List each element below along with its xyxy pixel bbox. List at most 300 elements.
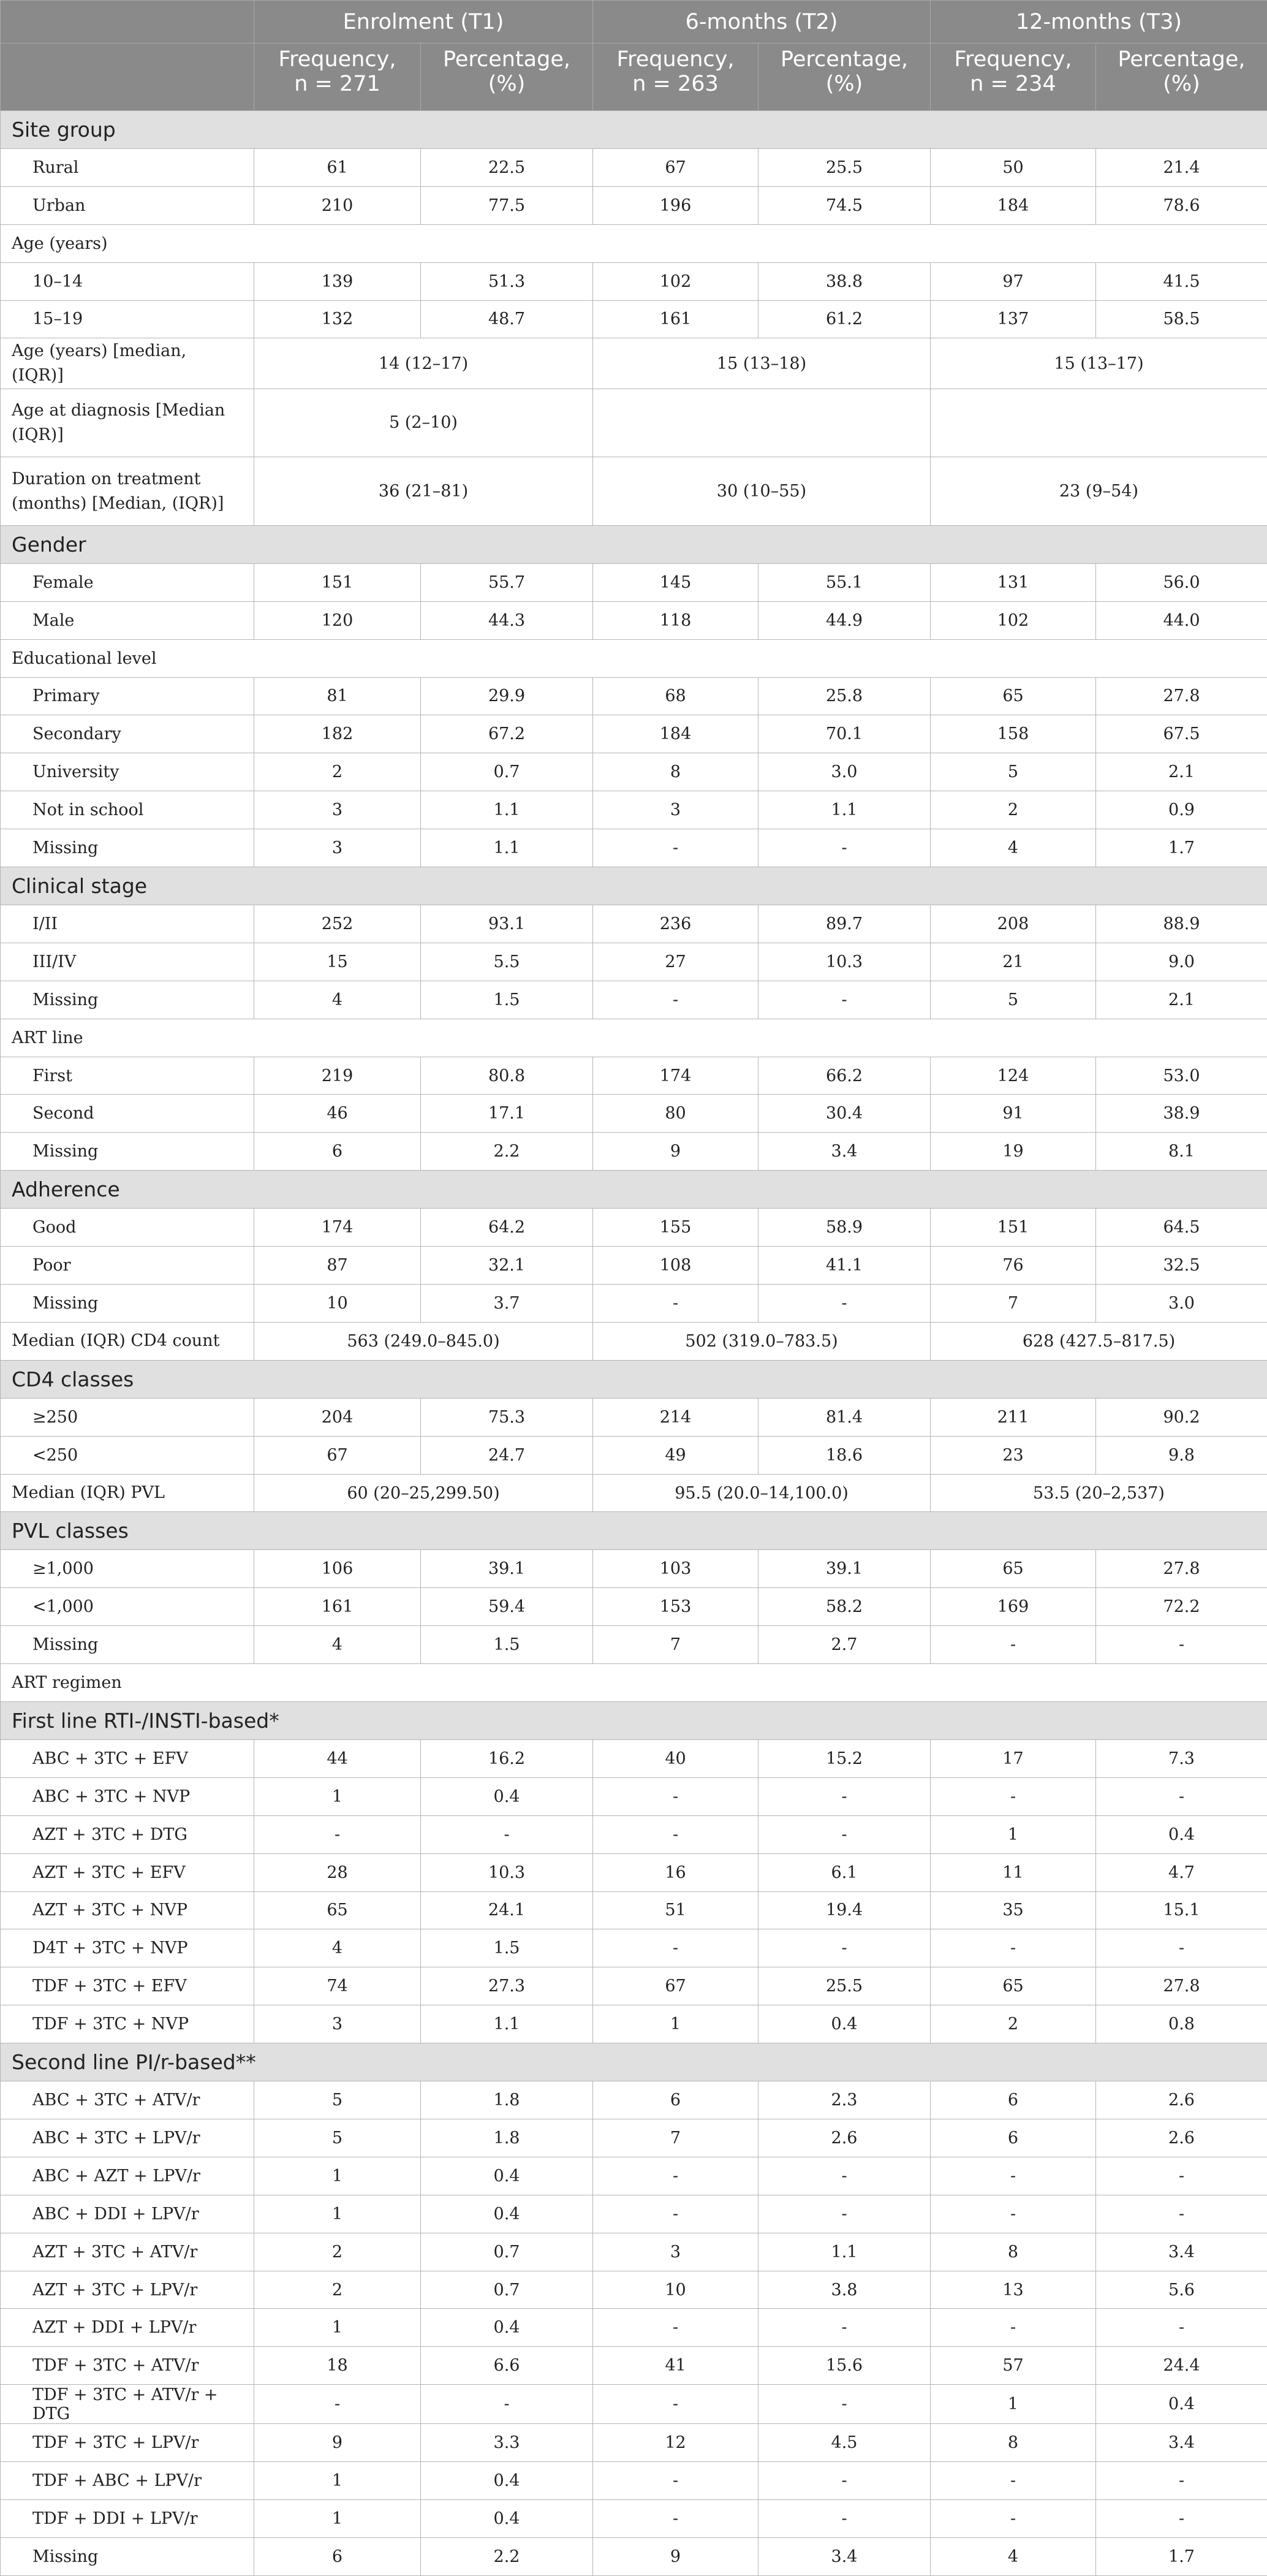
- row-label: ABC + 3TC + NVP: [1, 1777, 254, 1815]
- category-row: [1, 1664, 1267, 1702]
- row-label: 15–19: [1, 300, 254, 338]
- section-header-row: [1, 2043, 1267, 2081]
- percentage-cell: 44.3: [421, 601, 593, 639]
- frequency-cell: 5: [254, 2119, 421, 2157]
- percentage-cell: -: [421, 2385, 593, 2424]
- frequency-cell: -: [931, 2500, 1096, 2538]
- section-title: PVL classes: [1, 1512, 1267, 1550]
- percentage-cell: 10.3: [758, 943, 931, 981]
- percentage-cell: -: [758, 1929, 931, 1967]
- table-row: [1, 1853, 1267, 1891]
- section-header-row: [1, 111, 1267, 149]
- frequency-cell: 145: [593, 563, 758, 601]
- category-row: [1, 224, 1267, 262]
- category-label: ART regimen: [1, 1664, 1267, 1702]
- table-row: [1, 262, 1267, 300]
- header-blank: [1, 1, 254, 44]
- summary-label: Median (IQR) PVL: [1, 1474, 254, 1512]
- frequency-cell: 49: [593, 1436, 758, 1474]
- percentage-cell: -: [758, 2157, 931, 2195]
- table-row: [1, 1588, 1267, 1626]
- row-label: AZT + 3TC + DTG: [1, 1815, 254, 1853]
- percentage-cell: 64.5: [1096, 1209, 1267, 1247]
- row-label: Second: [1, 1095, 254, 1133]
- frequency-cell: 137: [931, 300, 1096, 338]
- percentage-cell: 7.3: [1096, 1739, 1267, 1777]
- frequency-cell: 184: [931, 186, 1096, 224]
- frequency-cell: 40: [593, 1739, 758, 1777]
- percentage-cell: -: [421, 1815, 593, 1853]
- frequency-cell: 174: [593, 1057, 758, 1095]
- percentage-cell: 48.7: [421, 300, 593, 338]
- table-row: [1, 601, 1267, 639]
- frequency-cell: 16: [593, 1853, 758, 1891]
- frequency-cell: 12: [593, 2424, 758, 2462]
- table-row: [1, 300, 1267, 338]
- frequency-cell: 61: [254, 148, 421, 186]
- percentage-cell: 81.4: [758, 1398, 931, 1436]
- percentage-cell: 25.5: [758, 148, 931, 186]
- frequency-cell: 5: [931, 981, 1096, 1019]
- percentage-cell: -: [758, 1285, 931, 1323]
- row-label: Missing: [1, 2537, 254, 2575]
- category-label: ART line: [1, 1019, 1267, 1057]
- frequency-cell: 1: [593, 2005, 758, 2043]
- percentage-cell: 9.0: [1096, 943, 1267, 981]
- frequency-cell: 210: [254, 186, 421, 224]
- frequency-cell: 7: [593, 2119, 758, 2157]
- percentage-cell: 78.6: [1096, 186, 1267, 224]
- frequency-cell: 18: [254, 2347, 421, 2385]
- table-row: [1, 715, 1267, 753]
- frequency-cell: 28: [254, 1853, 421, 1891]
- frequency-cell: -: [593, 2500, 758, 2538]
- frequency-cell: 102: [931, 601, 1096, 639]
- percentage-cell: 75.3: [421, 1398, 593, 1436]
- row-label: I/II: [1, 905, 254, 943]
- frequency-cell: 4: [931, 2537, 1096, 2575]
- header-frequency-word: Frequency,: [954, 47, 1072, 72]
- percentage-cell: 51.3: [421, 262, 593, 300]
- row-label: ABC + AZT + LPV/r: [1, 2157, 254, 2195]
- frequency-cell: 4: [254, 1626, 421, 1664]
- percentage-cell: 80.8: [421, 1057, 593, 1095]
- row-label: AZT + 3TC + NVP: [1, 1891, 254, 1929]
- table-row: [1, 1209, 1267, 1247]
- percentage-cell: 2.6: [1096, 2119, 1267, 2157]
- percentage-cell: 27.8: [1096, 1550, 1267, 1588]
- percentage-cell: 15.2: [758, 1739, 931, 1777]
- percentage-cell: -: [1096, 2500, 1267, 2538]
- row-label: D4T + 3TC + NVP: [1, 1929, 254, 1967]
- percentage-cell: 1.8: [421, 2119, 593, 2157]
- frequency-cell: 2: [254, 753, 421, 791]
- frequency-cell: 4: [254, 1929, 421, 1967]
- percentage-cell: 41.5: [1096, 262, 1267, 300]
- frequency-cell: 2: [254, 2271, 421, 2309]
- table-body: [1, 111, 1267, 2576]
- table-row: [1, 1133, 1267, 1171]
- percentage-cell: -: [758, 2500, 931, 2538]
- percentage-cell: 1.1: [421, 829, 593, 867]
- frequency-cell: -: [254, 1815, 421, 1853]
- percentage-cell: 88.9: [1096, 905, 1267, 943]
- frequency-cell: -: [931, 1626, 1096, 1664]
- frequency-cell: 106: [254, 1550, 421, 1588]
- percentage-cell: 58.2: [758, 1588, 931, 1626]
- percentage-cell: 3.8: [758, 2271, 931, 2309]
- percentage-cell: 3.4: [758, 2537, 931, 2575]
- table-row: [1, 1739, 1267, 1777]
- summary-value: [593, 389, 931, 457]
- percentage-cell: 38.9: [1096, 1095, 1267, 1133]
- table-row: [1, 2462, 1267, 2500]
- header-percentage-t1: Percentage, (%): [421, 44, 593, 111]
- frequency-cell: 50: [931, 148, 1096, 186]
- summary-row: [1, 457, 1267, 526]
- summary-value: 15 (13–17): [931, 338, 1267, 389]
- frequency-cell: 65: [254, 1891, 421, 1929]
- percentage-cell: 67.2: [421, 715, 593, 753]
- summary-value: 502 (319.0–783.5): [593, 1322, 931, 1360]
- percentage-cell: 1.1: [758, 791, 931, 829]
- section-title: Clinical stage: [1, 867, 1267, 905]
- percentage-cell: 5.6: [1096, 2271, 1267, 2309]
- row-label: TDF + 3TC + EFV: [1, 1967, 254, 2005]
- row-label: TDF + DDI + LPV/r: [1, 2500, 254, 2538]
- category-label: Age (years): [1, 224, 1267, 262]
- percentage-cell: 10.3: [421, 1853, 593, 1891]
- frequency-cell: 120: [254, 601, 421, 639]
- frequency-cell: -: [593, 1929, 758, 1967]
- percentage-cell: 0.4: [421, 2500, 593, 2538]
- header-n-t2: n = 263: [632, 72, 719, 96]
- table-row: [1, 2537, 1267, 2575]
- percentage-cell: 32.1: [421, 1247, 593, 1285]
- row-label: Poor: [1, 1247, 254, 1285]
- frequency-cell: 182: [254, 715, 421, 753]
- percentage-cell: 15.1: [1096, 1891, 1267, 1929]
- percentage-cell: -: [758, 2385, 931, 2424]
- row-label: AZT + DDI + LPV/r: [1, 2309, 254, 2347]
- percentage-cell: 44.0: [1096, 601, 1267, 639]
- section-header-row: [1, 525, 1267, 563]
- percentage-cell: 61.2: [758, 300, 931, 338]
- percentage-cell: 66.2: [758, 1057, 931, 1095]
- frequency-cell: -: [593, 2309, 758, 2347]
- table-row: [1, 1095, 1267, 1133]
- table-row: [1, 2424, 1267, 2462]
- percentage-cell: -: [1096, 2195, 1267, 2233]
- summary-value: 563 (249.0–845.0): [254, 1322, 593, 1360]
- percentage-cell: 21.4: [1096, 148, 1267, 186]
- percentage-cell: 25.5: [758, 1967, 931, 2005]
- row-label: University: [1, 753, 254, 791]
- frequency-cell: 11: [931, 1853, 1096, 1891]
- table-row: [1, 1057, 1267, 1095]
- table-row: [1, 2233, 1267, 2271]
- summary-label: Age at diagnosis [Median (IQR)]: [1, 389, 254, 457]
- frequency-cell: 80: [593, 1095, 758, 1133]
- summary-value: 628 (427.5–817.5): [931, 1322, 1267, 1360]
- percentage-cell: 17.1: [421, 1095, 593, 1133]
- row-label: First: [1, 1057, 254, 1095]
- frequency-cell: 2: [931, 791, 1096, 829]
- frequency-cell: 151: [254, 563, 421, 601]
- summary-value: 14 (12–17): [254, 338, 593, 389]
- frequency-cell: 41: [593, 2347, 758, 2385]
- percentage-cell: 44.9: [758, 601, 931, 639]
- percentage-cell: -: [758, 1815, 931, 1853]
- frequency-cell: -: [593, 2462, 758, 2500]
- percentage-cell: 2.2: [421, 1133, 593, 1171]
- table-row: [1, 2385, 1267, 2424]
- frequency-cell: 211: [931, 1398, 1096, 1436]
- frequency-cell: 6: [931, 2081, 1096, 2119]
- frequency-cell: 1: [254, 1777, 421, 1815]
- table-row: [1, 829, 1267, 867]
- frequency-cell: 184: [593, 715, 758, 753]
- frequency-cell: -: [931, 2157, 1096, 2195]
- percentage-cell: -: [1096, 1626, 1267, 1664]
- header-group-t2: 6-months (T2): [593, 1, 931, 44]
- row-label: Primary: [1, 677, 254, 715]
- percentage-cell: 55.1: [758, 563, 931, 601]
- percentage-cell: 24.4: [1096, 2347, 1267, 2385]
- frequency-cell: 17: [931, 1739, 1096, 1777]
- percentage-cell: 5.5: [421, 943, 593, 981]
- frequency-cell: 8: [931, 2233, 1096, 2271]
- percentage-cell: 0.9: [1096, 791, 1267, 829]
- percentage-cell: 0.8: [1096, 2005, 1267, 2043]
- frequency-cell: 97: [931, 262, 1096, 300]
- frequency-cell: 9: [593, 2537, 758, 2575]
- percentage-cell: 3.4: [758, 1133, 931, 1171]
- percentage-cell: 24.1: [421, 1891, 593, 1929]
- row-label: Not in school: [1, 791, 254, 829]
- frequency-cell: 81: [254, 677, 421, 715]
- frequency-cell: 8: [593, 753, 758, 791]
- frequency-cell: 3: [593, 791, 758, 829]
- frequency-cell: 1: [254, 2195, 421, 2233]
- percentage-cell: -: [1096, 1777, 1267, 1815]
- frequency-cell: 5: [254, 2081, 421, 2119]
- percentage-cell: -: [758, 1777, 931, 1815]
- percentage-cell: 0.4: [421, 2195, 593, 2233]
- summary-row: [1, 338, 1267, 389]
- frequency-cell: 65: [931, 1967, 1096, 2005]
- percentage-cell: -: [1096, 2157, 1267, 2195]
- percentage-cell: 1.1: [421, 791, 593, 829]
- row-label: TDF + 3TC + NVP: [1, 2005, 254, 2043]
- frequency-cell: 153: [593, 1588, 758, 1626]
- percentage-cell: 32.5: [1096, 1247, 1267, 1285]
- frequency-cell: 9: [254, 2424, 421, 2462]
- section-title: Site group: [1, 111, 1267, 149]
- frequency-cell: -: [931, 2195, 1096, 2233]
- frequency-cell: 252: [254, 905, 421, 943]
- percentage-cell: -: [758, 2309, 931, 2347]
- frequency-cell: 35: [931, 1891, 1096, 1929]
- summary-label: Median (IQR) CD4 count: [1, 1322, 254, 1360]
- frequency-cell: 21: [931, 943, 1096, 981]
- percentage-cell: 64.2: [421, 1209, 593, 1247]
- frequency-cell: 1: [931, 1815, 1096, 1853]
- frequency-cell: 161: [254, 1588, 421, 1626]
- percentage-cell: 53.0: [1096, 1057, 1267, 1095]
- frequency-cell: 7: [931, 1285, 1096, 1323]
- section-title: CD4 classes: [1, 1360, 1267, 1398]
- frequency-cell: 3: [593, 2233, 758, 2271]
- percentage-cell: 0.4: [758, 2005, 931, 2043]
- frequency-cell: 13: [931, 2271, 1096, 2309]
- frequency-cell: -: [593, 829, 758, 867]
- percentage-cell: 4.5: [758, 2424, 931, 2462]
- header-group-t3: 12-months (T3): [931, 1, 1267, 44]
- table-row: [1, 1626, 1267, 1664]
- frequency-cell: -: [593, 1815, 758, 1853]
- table-row: [1, 563, 1267, 601]
- table-row: [1, 2500, 1267, 2538]
- frequency-cell: -: [931, 1777, 1096, 1815]
- row-label: ABC + 3TC + ATV/r: [1, 2081, 254, 2119]
- row-label: ABC + 3TC + LPV/r: [1, 2119, 254, 2157]
- row-label: Good: [1, 1209, 254, 1247]
- frequency-cell: -: [254, 2385, 421, 2424]
- percentage-cell: 2.6: [758, 2119, 931, 2157]
- header-frequency-t1: [254, 44, 421, 111]
- percentage-cell: 0.4: [1096, 2385, 1267, 2424]
- frequency-cell: 3: [254, 2005, 421, 2043]
- percentage-cell: 1.7: [1096, 829, 1267, 867]
- frequency-cell: -: [931, 1929, 1096, 1967]
- header-blank-sub: [1, 44, 254, 111]
- table-row: [1, 1777, 1267, 1815]
- frequency-cell: 7: [593, 1626, 758, 1664]
- percentage-cell: 24.7: [421, 1436, 593, 1474]
- percentage-cell: 38.8: [758, 262, 931, 300]
- table-row: [1, 905, 1267, 943]
- summary-row: [1, 1474, 1267, 1512]
- row-label: Rural: [1, 148, 254, 186]
- frequency-cell: 65: [931, 677, 1096, 715]
- percentage-cell: 67.5: [1096, 715, 1267, 753]
- percentage-cell: 0.7: [421, 753, 593, 791]
- frequency-cell: 1: [254, 2500, 421, 2538]
- frequency-cell: 27: [593, 943, 758, 981]
- percentage-cell: 59.4: [421, 1588, 593, 1626]
- percentage-cell: 74.5: [758, 186, 931, 224]
- category-label: Educational level: [1, 639, 1267, 677]
- section-header-row: [1, 867, 1267, 905]
- percentage-cell: 8.1: [1096, 1133, 1267, 1171]
- table-row: [1, 1247, 1267, 1285]
- row-label: ≥1,000: [1, 1550, 254, 1588]
- summary-value: 53.5 (20–2,537): [931, 1474, 1267, 1512]
- frequency-cell: 124: [931, 1057, 1096, 1095]
- row-label: Missing: [1, 981, 254, 1019]
- percentage-cell: 6.1: [758, 1853, 931, 1891]
- percentage-cell: 1.5: [421, 981, 593, 1019]
- frequency-cell: 161: [593, 300, 758, 338]
- percentage-cell: 1.5: [421, 1929, 593, 1967]
- summary-value: 30 (10–55): [593, 457, 931, 526]
- summary-label: Duration on treatment (months) [Median, (IQR)]: [1, 457, 254, 526]
- percentage-cell: 27.3: [421, 1967, 593, 2005]
- percentage-cell: 22.5: [421, 148, 593, 186]
- frequency-cell: 67: [593, 1967, 758, 2005]
- percentage-cell: 70.1: [758, 715, 931, 753]
- section-header-row: [1, 1512, 1267, 1550]
- table-row: [1, 1929, 1267, 1967]
- percentage-cell: 25.8: [758, 677, 931, 715]
- percentage-cell: -: [758, 981, 931, 1019]
- frequency-cell: 91: [931, 1095, 1096, 1133]
- frequency-cell: 214: [593, 1398, 758, 1436]
- frequency-cell: 68: [593, 677, 758, 715]
- table-row: [1, 1436, 1267, 1474]
- percentage-cell: 3.4: [1096, 2233, 1267, 2271]
- table-row: [1, 943, 1267, 981]
- percentage-cell: 2.1: [1096, 981, 1267, 1019]
- frequency-cell: 8: [931, 2424, 1096, 2462]
- frequency-cell: -: [593, 1777, 758, 1815]
- frequency-cell: 4: [254, 981, 421, 1019]
- summary-value: 15 (13–18): [593, 338, 931, 389]
- section-title: Second line PI/r-based**: [1, 2043, 1267, 2081]
- row-label: ≥250: [1, 1398, 254, 1436]
- row-label: Female: [1, 563, 254, 601]
- frequency-cell: 57: [931, 2347, 1096, 2385]
- frequency-cell: 76: [931, 1247, 1096, 1285]
- table-row: [1, 2119, 1267, 2157]
- frequency-cell: 2: [931, 2005, 1096, 2043]
- frequency-cell: 174: [254, 1209, 421, 1247]
- frequency-cell: 6: [254, 1133, 421, 1171]
- percentage-cell: 1.1: [758, 2233, 931, 2271]
- table-row: [1, 2309, 1267, 2347]
- category-row: [1, 639, 1267, 677]
- percentage-cell: 1.8: [421, 2081, 593, 2119]
- percentage-cell: 27.8: [1096, 677, 1267, 715]
- table-row: [1, 2271, 1267, 2309]
- summary-row: [1, 1322, 1267, 1360]
- percentage-cell: 2.3: [758, 2081, 931, 2119]
- row-label: III/IV: [1, 943, 254, 981]
- frequency-cell: 219: [254, 1057, 421, 1095]
- summary-value: 36 (21–81): [254, 457, 593, 526]
- category-row: [1, 1019, 1267, 1057]
- table-row: [1, 2195, 1267, 2233]
- frequency-cell: 2: [254, 2233, 421, 2271]
- row-label: TDF + 3TC + ATV/r: [1, 2347, 254, 2385]
- percentage-cell: 90.2: [1096, 1398, 1267, 1436]
- row-label: Missing: [1, 1626, 254, 1664]
- percentage-cell: 0.7: [421, 2271, 593, 2309]
- section-title: Adherence: [1, 1171, 1267, 1209]
- percentage-cell: 3.4: [1096, 2424, 1267, 2462]
- row-label: ABC + DDI + LPV/r: [1, 2195, 254, 2233]
- frequency-cell: 51: [593, 1891, 758, 1929]
- header-frequency-word: Frequency,: [278, 47, 396, 72]
- percentage-cell: 3.3: [421, 2424, 593, 2462]
- frequency-cell: 1: [254, 2309, 421, 2347]
- percentage-cell: 30.4: [758, 1095, 931, 1133]
- header-n-t3: n = 234: [970, 72, 1056, 96]
- frequency-cell: -: [593, 1285, 758, 1323]
- percentage-cell: 2.2: [421, 2537, 593, 2575]
- frequency-cell: 132: [254, 300, 421, 338]
